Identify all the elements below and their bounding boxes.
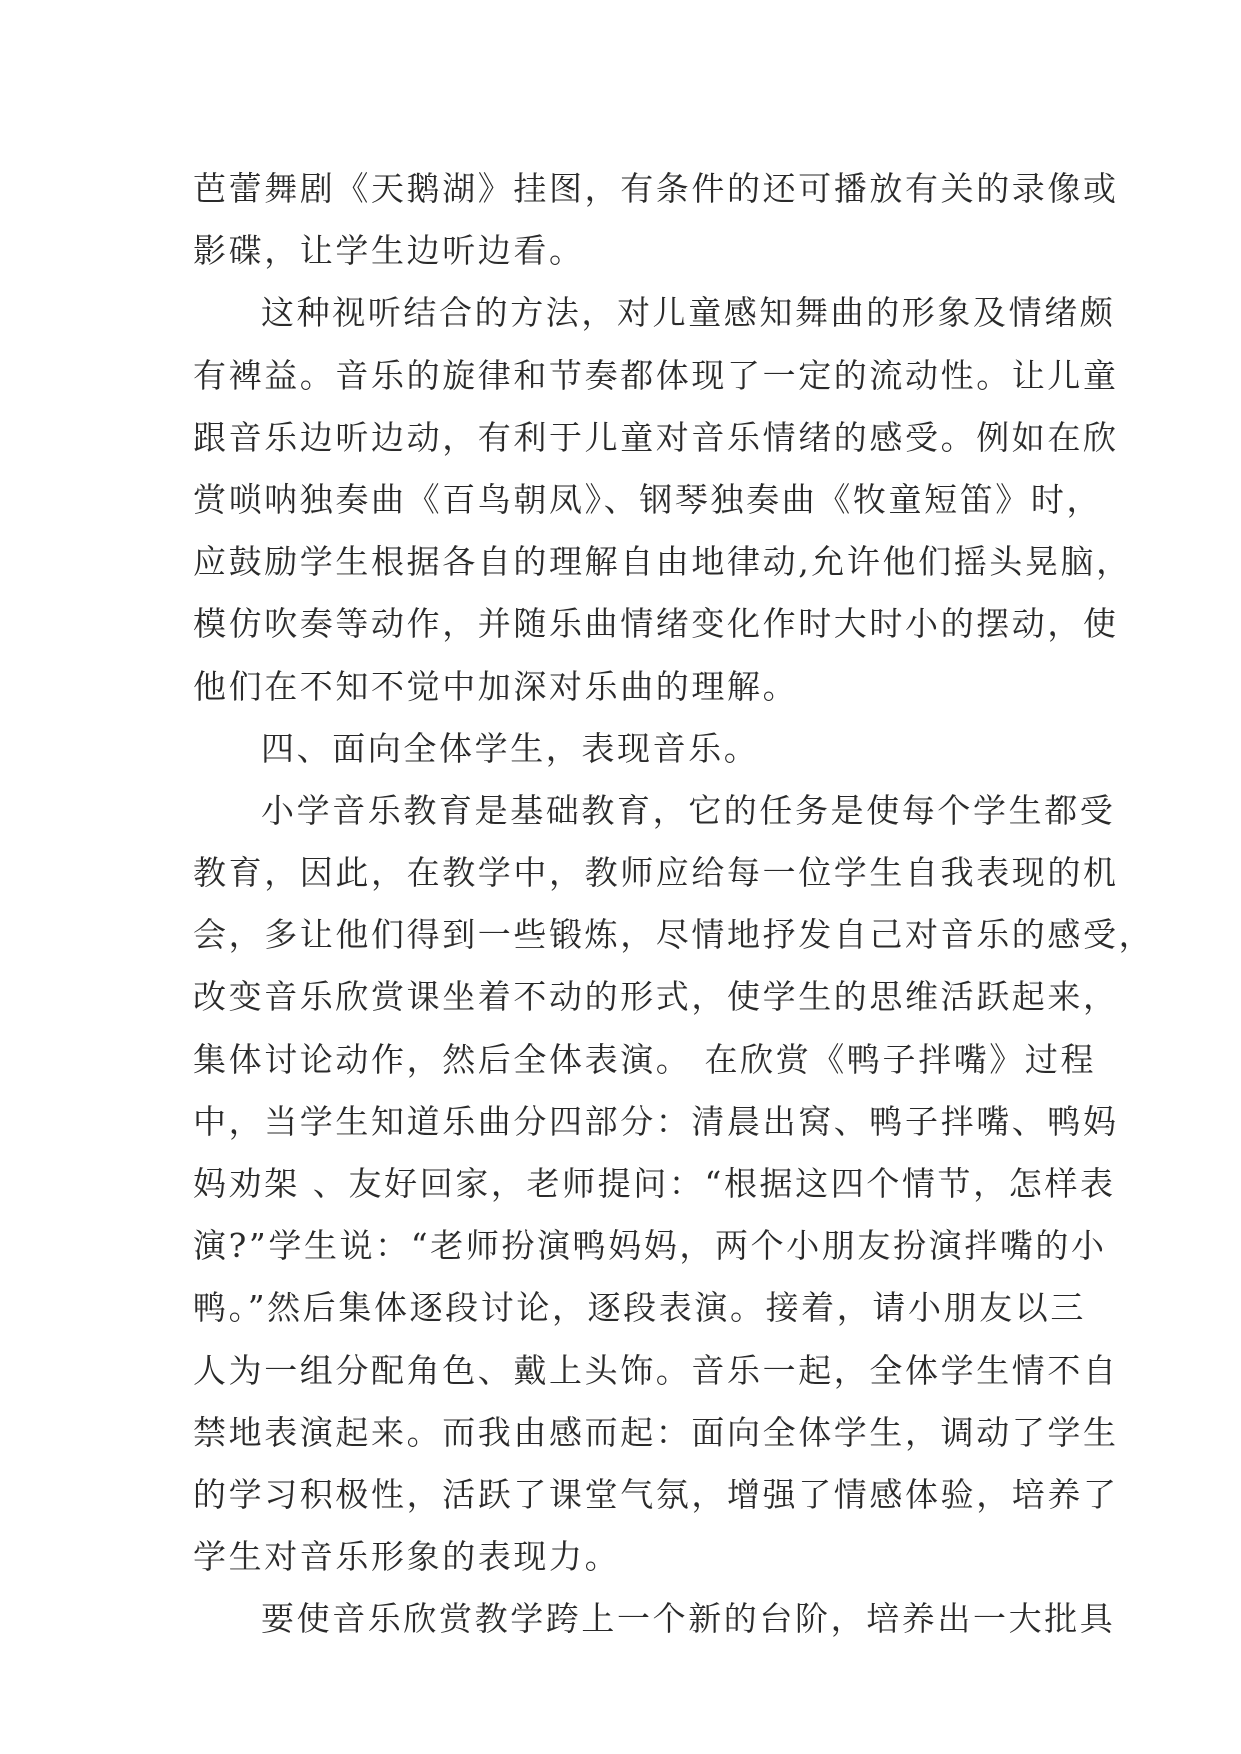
body-text	[193, 158, 1155, 1651]
text-line: 集体讨论动作，然后全体表演。 在欣赏《鸭子拌嘴》过程	[193, 1039, 1097, 1079]
text-line: 禁地表演起来。而我由感而起：面向全体学生，调动了学生	[193, 1412, 1119, 1452]
text-line: 人为一组分配角色、戴上头饰。音乐一起，全体学生情不自	[193, 1350, 1119, 1390]
text-line: 学生对音乐形象的表现力。	[193, 1537, 621, 1577]
text-line: 妈劝架 、友好回家，老师提问：“根据这四个情节，怎样表	[193, 1164, 1116, 1203]
text-line: 改变音乐欣赏课坐着不动的形式，使学生的思维活跃起来，	[193, 977, 1119, 1017]
text-line: 影碟，让学生边听边看。	[193, 231, 585, 271]
text-line: 有裨益。音乐的旋律和节奏都体现了一定的流动性。让儿童	[193, 355, 1119, 395]
text-line: 应鼓励学生根据各自的理解自由地律动,允许他们摇头晃脑，	[193, 542, 1132, 582]
text-line: 这种视听结合的方法，对儿童感知舞曲的形象及情绪颇	[261, 293, 1116, 333]
text-line: 中，当学生知道乐曲分四部分：清晨出窝、鸭子拌嘴、鸭妈	[193, 1101, 1119, 1141]
text-line: 教育，因此，在教学中，教师应给每一位学生自我表现的机	[193, 853, 1119, 893]
text-line: 会，多让他们得到一些锻炼，尽情地抒发自己对音乐的感受，	[193, 915, 1155, 955]
text-line: 芭蕾舞剧《天鹅湖》挂图，有条件的还可播放有关的录像或	[193, 169, 1119, 208]
text-line: 演?”学生说：“老师扮演鸭妈妈，两个小朋友扮演拌嘴的小	[193, 1226, 1107, 1266]
text-line: 的学习积极性，活跃了课堂气氛，增强了情感体验，培养了	[193, 1474, 1119, 1514]
text-line: 要使音乐欣赏教学跨上一个新的台阶，培养出一大批具	[261, 1599, 1116, 1639]
text-line: 鸭。”然后集体逐段讨论，逐段表演。接着，请小朋友以三	[193, 1288, 1086, 1328]
section-heading: 四、面向全体学生，表现音乐。	[261, 728, 760, 768]
text-line: 模仿吹奏等动作，并随乐曲情绪变化作时大时小的摆动，使	[193, 604, 1119, 644]
text-line: 赏唢呐独奏曲《百鸟朝凤》、钢琴独奏曲《牧童短笛》时，	[193, 479, 1103, 519]
text-line: 小学音乐教育是基础教育，它的任务是使每个学生都受	[261, 790, 1116, 830]
text-line: 他们在不知不觉中加深对乐曲的理解。	[193, 666, 799, 706]
text-line: 跟音乐边听边动，有利于儿童对音乐情绪的感受。例如在欣	[193, 417, 1119, 457]
